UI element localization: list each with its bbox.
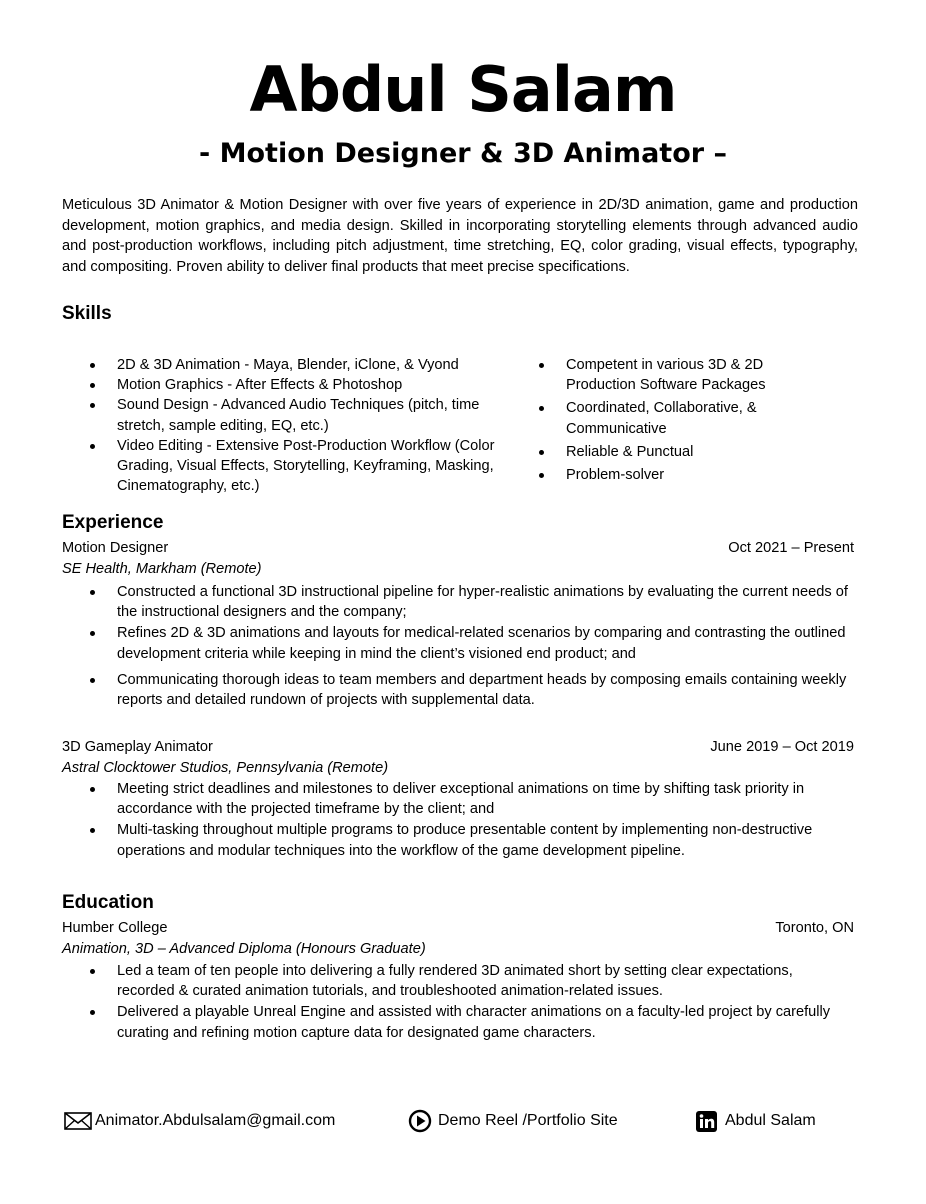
education-header bbox=[62, 918, 854, 938]
linkedin-icon bbox=[696, 1111, 717, 1132]
job-title: Motion Designer bbox=[62, 540, 169, 556]
job-dates: June 2019 – Oct 2019 bbox=[710, 739, 854, 755]
skill-item: Problem-solver bbox=[511, 465, 811, 485]
skill-item: Video Editing - Extensive Post-Production Workflow (Color Grading, Visual Effects, Storytelling, Keyframing, Masking, Cinematography, etc.) bbox=[62, 436, 502, 497]
job-bullet: Meeting strict deadlines and milestones to deliver exceptional animations on time by shifting task priority in accordance with the projected timeframe by the client; and bbox=[62, 779, 854, 819]
job-bullet: Constructed a functional 3D instructional pipeline for hyper-realistic animations by evaluating the current needs of the instructional designers and the company; bbox=[62, 582, 854, 622]
school-location: Toronto, ON bbox=[775, 920, 854, 936]
professional-summary: Meticulous 3D Animator & Motion Designer with over five years of experience in 2D/3D animation, game and production development, motion graphics, and media design. Skilled in incorporating storytelling elements through advanced audio and post-production workflows, including pitch adjustment, time stretching, EQ, color grading, visual effects, typography, and compositing. Proven ability to deliver final products that meet precise specifications. bbox=[62, 197, 858, 275]
job-bullet: Communicating thorough ideas to team members and department heads by composing emails containing weekly reports and detailed rundown of projects with supplemental data. bbox=[62, 670, 854, 710]
job-title: 3D Gameplay Animator bbox=[62, 739, 213, 755]
education-heading: Education bbox=[62, 892, 154, 913]
education-bullet: Led a team of ten people into delivering a fully rendered 3D animated short by setting clear expectations, recorded & curated animation tutorials, and troubleshooted animation-related issues. bbox=[62, 961, 854, 1001]
skill-item: Sound Design - Advanced Audio Techniques (pitch, time stretch, sample editing, EQ, etc.) bbox=[62, 395, 502, 435]
email-address[interactable]: Animator.Abdulsalam@gmail.com bbox=[95, 1112, 336, 1129]
school-name: Humber College bbox=[62, 920, 168, 936]
job-organization: Astral Clocktower Studios, Pennsylvania (Remote) bbox=[62, 760, 389, 776]
envelope-icon bbox=[64, 1112, 92, 1130]
portfolio-label[interactable]: Demo Reel /Portfolio Site bbox=[438, 1112, 618, 1129]
skills-list-right bbox=[511, 355, 811, 488]
job-bullets bbox=[62, 779, 854, 862]
skill-item: Motion Graphics - After Effects & Photoshop bbox=[62, 375, 502, 395]
skill-item: Competent in various 3D & 2D Production Software Packages bbox=[511, 355, 811, 395]
education-bullets bbox=[62, 961, 854, 1044]
job-bullets bbox=[62, 582, 854, 711]
experience-heading: Experience bbox=[62, 512, 164, 533]
skills-list-left bbox=[62, 355, 502, 496]
portfolio-link[interactable] bbox=[408, 1108, 618, 1134]
job-bullet: Multi-tasking throughout multiple programs to produce presentable content by implementing non-destructive operations and modular techniques into the workflow of the game development pipeline. bbox=[62, 820, 854, 860]
job-header bbox=[62, 538, 854, 558]
job-bullet: Refines 2D & 3D animations and layouts for medical-related scenarios by comparing and contrasting the outlined development criteria while keeping in mind the client’s visioned end product; and bbox=[62, 623, 854, 663]
linkedin-label[interactable]: Abdul Salam bbox=[725, 1112, 816, 1129]
education-program: Animation, 3D – Advanced Diploma (Honours Graduate) bbox=[62, 941, 426, 957]
job-headline: - Motion Designer & 3D Animator – bbox=[199, 138, 727, 169]
skill-item: 2D & 3D Animation - Maya, Blender, iClone, & Vyond bbox=[62, 355, 502, 375]
candidate-name: Abdul Salam bbox=[249, 53, 677, 126]
email-contact[interactable] bbox=[64, 1108, 335, 1134]
job-dates: Oct 2021 – Present bbox=[728, 540, 854, 556]
play-circle-icon bbox=[408, 1109, 432, 1133]
job-header bbox=[62, 737, 854, 757]
skill-item: Reliable & Punctual bbox=[511, 442, 811, 462]
job-organization: SE Health, Markham (Remote) bbox=[62, 561, 262, 577]
skill-item: Coordinated, Collaborative, & Communicative bbox=[511, 398, 811, 438]
linkedin-link[interactable] bbox=[696, 1108, 816, 1134]
skills-heading: Skills bbox=[62, 303, 112, 324]
education-bullet: Delivered a playable Unreal Engine and assisted with character animations on a faculty-led project by carefully curating and refining motion capture data for designated game characters. bbox=[62, 1002, 854, 1042]
